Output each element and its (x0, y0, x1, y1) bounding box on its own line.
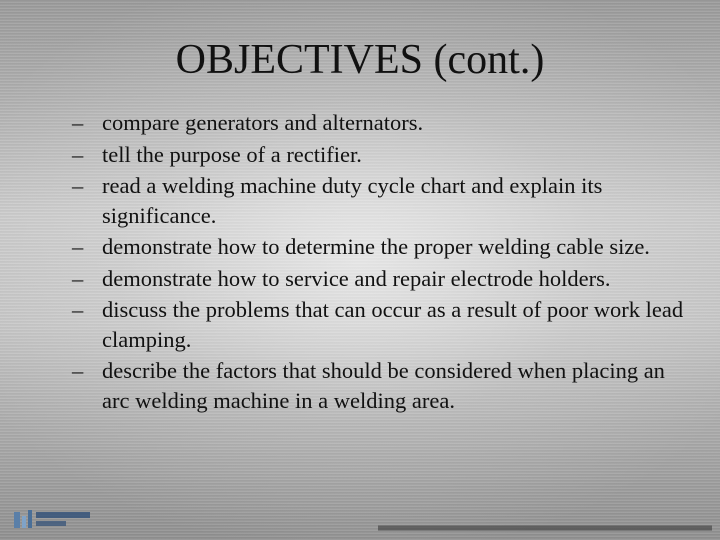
list-item (72, 264, 692, 294)
objectives-list (72, 108, 692, 417)
bullet-dash: – (72, 358, 84, 383)
list-item (72, 295, 692, 354)
list-item (72, 171, 692, 230)
bullet-dash: – (72, 265, 84, 291)
slide-title: OBJECTIVES (cont.) (175, 37, 545, 83)
bullet-dash: – (72, 234, 84, 259)
bullet-dash: – (72, 173, 84, 198)
list-item-text: demonstrate how to service and repair electrode holders. (102, 265, 611, 291)
list-item (72, 356, 692, 415)
bullet-dash: – (72, 110, 84, 135)
bullet-dash: – (72, 297, 84, 322)
publisher-logo-icon (12, 506, 92, 532)
bullet-dash: – (72, 141, 84, 167)
list-item-text: compare generators and alternators. (102, 110, 424, 135)
list-item-text: discuss the problems that can occur as a result of poor work lead clamping. (102, 297, 684, 352)
list-item-text: read a welding machine duty cycle chart and explain its significance. (102, 173, 603, 228)
list-item (72, 108, 692, 138)
list-item-text: describe the factors that should be considered when placing an arc welding machine in a welding area. (102, 358, 665, 413)
list-item (72, 140, 692, 170)
list-item (72, 232, 692, 262)
list-item-text: tell the purpose of a rectifier. (102, 141, 362, 167)
footer-text-strip-icon (378, 523, 712, 533)
list-item-text: demonstrate how to determine the proper welding cable size. (102, 234, 650, 259)
